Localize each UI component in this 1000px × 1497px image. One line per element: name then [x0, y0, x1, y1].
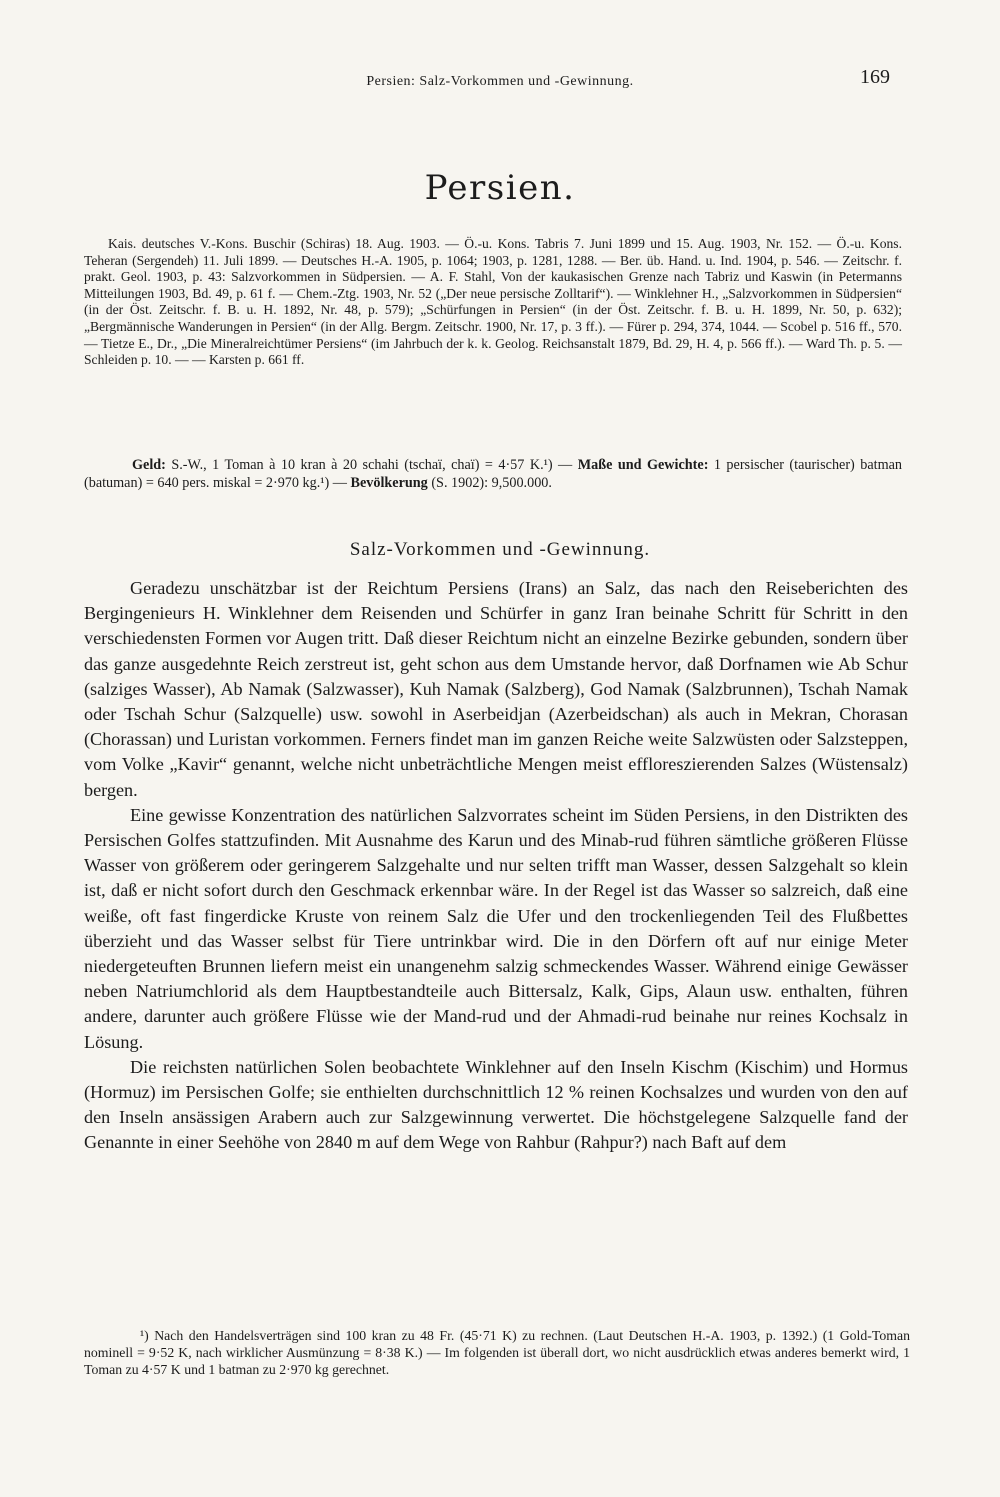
references-text: Kais. deutsches V.-Kons. Buschir (Schiras) 18. Aug. 1903. — Ö.-u. Kons. Tabris 7. Juni 1899 und 15. Aug. 1903, Nr. 152. — Ö.-u. Kons. Teheran (Sergendeh) 11. Juli 1899. — Deutsches H.-A. 1905, p. 1064; 1903, p. 1281, 1288. — Ber. üb. Hand. u. Ind. 1904, p. 546. — Zeitschr. f. prakt. Geol. 1903, p. 43: Salzvorkommen in Südpersien. — A. F. Stahl, Von der kaukasischen Grenze nach Tabriz und Kaswin (in Petermanns Mitteilungen 1903, Bd. 49, p. 61 f. — Chem.-Ztg. 1903, Nr. 52 („Der neue persische Zolltarif“). — Winklehner H., „Salzvorkommen in Südpersien“ (in der Öst. Zeitschr. f. B. u. H. 1892, Nr. 48, p. 579); „Schürfungen in Persien“ (in der Öst. Zeitschr. f. B. u. H. 1899, Nr. 50, p. 632); „Bergmännische Wanderungen in Persien“ (in der Allg. Bergm. Zeitschr. 1900, Nr. 17, p. 3 ff.). — Fürer p. 294, 374, 1044. — Scobel p. 516 ff., 570. — Tietze E., Dr., „Die Mineralreichtümer Persiens“ (im Jahrbuch der k. k. Geolog. Reichsanstalt 1879, Bd. 29, H. 4, p. 566 ff.). — Ward Th. p. 5. — Schleiden p. 10. — — Karsten p. 661 ff. — [84, 236, 902, 368]
page-number: 169 — [860, 66, 890, 88]
references-block — [84, 236, 902, 369]
currency-measures-block — [84, 456, 902, 492]
body-paragraph-2: Eine gewisse Konzentration des natürlichen Salzvorrates scheint im Süden Persiens, in den Distrikten des Persischen Golfes stattzufinden. Mit Ausnahme des Karun und des Minab-rud führen sämtliche größeren Flüsse Wasser von größerem oder geringerem Salzgehalte und nur selten trifft man Wasser, dessen Salzgehalt so klein ist, daß er nicht sofort durch den Geschmack erkennbar wäre. In der Regel ist das Wasser so salzreich, daß eine weiße, oft fast fingerdicke Kruste von reinem Salz die Ufer und den trockenliegenden Teil des Flußbettes überzieht und das Wasser selbst für Tiere untrinkbar wird. Die in den Dörfern oft auf nur einige Meter niedergeteuften Brunnen liefern meist ein unangenehm salzig schmeckendes Wasser. Während einige Gewässer neben Natriumchlorid als dem Hauptbestandteile auch Bittersalz, Kalk, Gips, Alaun usw. enthalten, führen andere, darunter auch größere Flüsse wie der Mand-rud und der Ahmadi-rud beinahe nur reines Kochsalz in Lösung. — [84, 804, 908, 1052]
section-heading: Salz-Vorkommen und -Gewinnung. — [349, 539, 651, 560]
footnote-1: ¹) Nach den Handelsverträgen sind 100 kran zu 48 Fr. (45·71 K) zu rechnen. (Laut Deutschen H.-A. 1903, p. 1392.) (1 Gold-Toman nominell = 9·52 K, nach wirklicher Ausmünzung = 8·38 K.) — Im folgenden ist überall dort, wo nicht ausdrücklich etwas anderes bemerkt wird, 1 Toman zu 4·57 K und 1 batman zu 2·970 kg gerechnet. — [84, 1328, 910, 1378]
body-text — [84, 576, 908, 1156]
currency-paragraph — [84, 456, 902, 492]
body-paragraph-1: Geradezu unschätzbar ist der Reichtum Persiens (Irans) an Salz, das nach den Reiseberichten des Bergingenieurs H. Winklehner dem Reisenden und Schürfer in ganz Iran beinahe Schritt für Schritt in den verschiedensten Formen vor Augen tritt. Daß dieser Reichtum nicht an einzelne Bezirke gebunden, sondern über das ganze ausgedehnte Reich zerstreut ist, geht schon aus dem Umstande hervor, daß Dorfnamen wie Ab Schur (salziges Wasser), Ab Namak (Salzwasser), Kuh Namak (Salzberg), God Namak (Salzbrunnen), Tschah Namak oder Tschah Schur (Salzquelle) usw. sowohl in Aserbeidjan (Azerbeidschan) als auch in Mekran, Chorasan (Chorassan) und Luristan vorkommen. Ferners findet man im ganzen Reiche weite Salzwüsten oder Salzsteppen, vom Volke „Kavir“ genannt, welche nicht unbeträchtliche Mengen meist effloreszierenden Salzes (Wüstensalz) bergen. — [84, 578, 908, 800]
bevoelkerung-label: Bevölkerung — [350, 475, 428, 491]
page-title: Persien. — [424, 168, 576, 208]
body-paragraph-3: Die reichsten natürlichen Solen beobachtete Winklehner auf den Inseln Kischm (Kischim) und Hormus (Hormuz) im Persischen Golfe; sie enthielten durchschnittlich 12 % reinen Kochsalzes und wurden von den auf den Inseln ansässigen Arabern auch zur Salzgewinnung verwertet. Die höchstgelegene Salzquelle fand der Genannte in einer Seehöhe von 2840 m auf dem Wege von Rahbur (Rahpur?) nach Baft auf dem — [84, 1056, 908, 1153]
geld-text-2: 1 persischer (taurischer) batman (batuman) = 640 pers. miskal = 2·970 kg.¹) — — [84, 457, 902, 491]
running-header: Persien: Salz-Vorkommen und -Gewinnung. — [366, 74, 634, 89]
geld-text-3: (S. 1902): 9,500.000. — [427, 475, 552, 491]
masse-label: Maße und Gewichte: — [577, 457, 709, 473]
geld-text-1: S.-W., 1 Toman à 10 kran à 20 schahi (tschaï, chaï) = 4·57 K.¹) — — [165, 457, 578, 473]
geld-label: Geld: — [132, 457, 166, 473]
footnotes — [84, 1327, 910, 1379]
